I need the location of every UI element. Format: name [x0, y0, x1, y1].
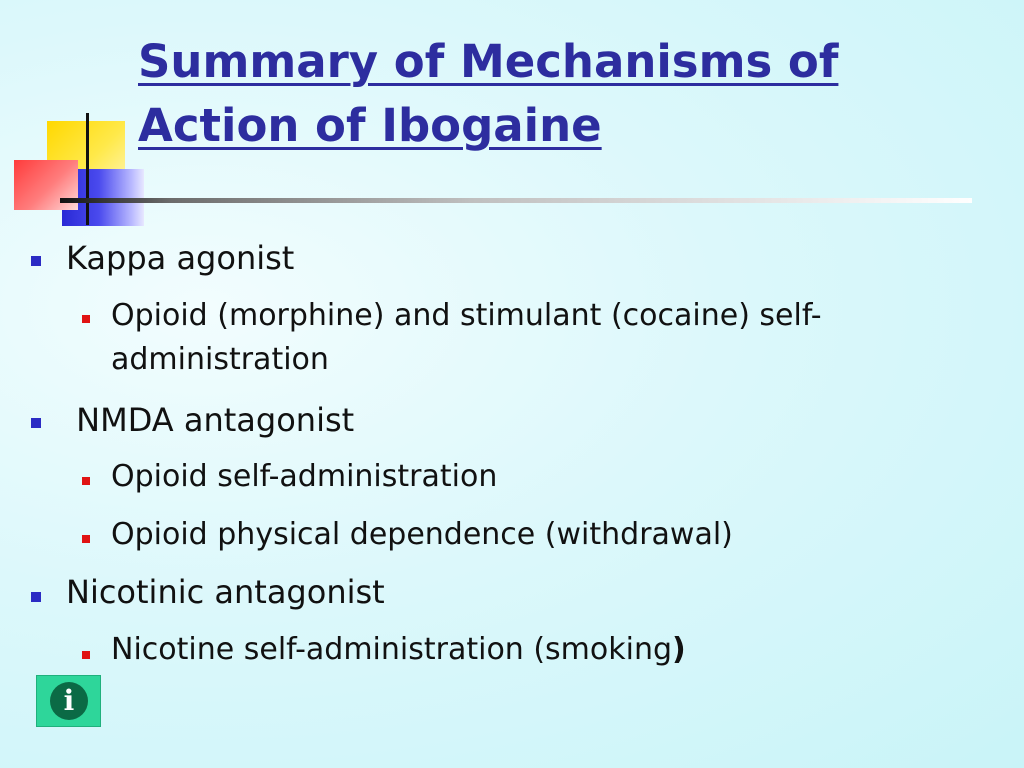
- bullet-nmda-antagonist: NMDA antagonist: [66, 401, 355, 439]
- slide-title: Summary of Mechanisms of Action of Ibogaine: [138, 35, 839, 152]
- sub-bullet-marker: [82, 535, 90, 543]
- closing-paren: ): [672, 632, 686, 667]
- sub-bullet-marker: [82, 315, 90, 323]
- bullet-marker: [31, 592, 41, 602]
- sub-bullet-nicotine: [111, 628, 686, 672]
- bullet-marker: [31, 256, 41, 266]
- vertical-line: [86, 113, 89, 225]
- sub-bullet-marker: [82, 651, 90, 659]
- bullet-marker: [31, 418, 41, 428]
- sub-bullet-opioid-stimulant: Opioid (morphine) and stimulant (cocaine) self-administration: [111, 298, 822, 377]
- info-icon: i: [50, 682, 88, 720]
- title-divider: [60, 198, 972, 203]
- sub-bullet-marker: [82, 477, 90, 485]
- info-button[interactable]: [36, 675, 101, 727]
- bullet-nicotinic-antagonist: Nicotinic antagonist: [66, 573, 385, 611]
- sub-bullet-nicotine-text: Nicotine self-administration (smoking: [111, 632, 673, 667]
- decorative-squares: [0, 0, 150, 230]
- bullet-kappa-agonist: Kappa agonist: [66, 239, 295, 277]
- sub-bullet-opioid-dependence: Opioid physical dependence (withdrawal): [111, 517, 733, 552]
- sub-bullet-opioid-self-admin: Opioid self-administration: [111, 459, 498, 494]
